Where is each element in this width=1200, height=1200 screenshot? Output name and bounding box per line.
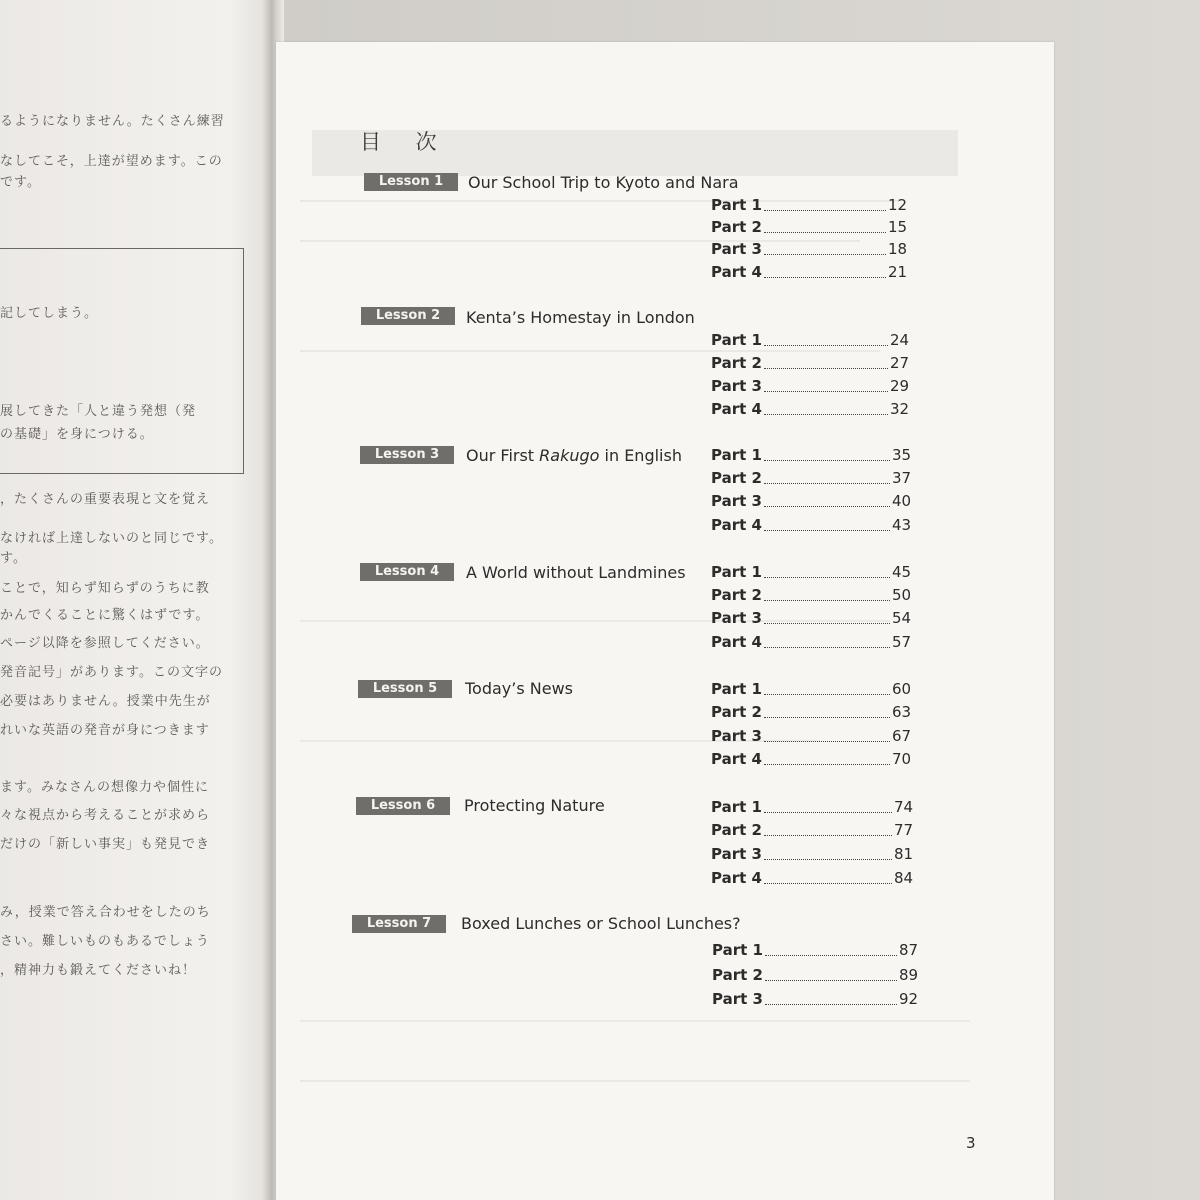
left-text-line: なしてこそ，上達が望めます。この: [0, 154, 223, 169]
left-text-line: 発音記号」があります。この文字の: [0, 665, 223, 680]
part-label: Part 2: [711, 703, 762, 721]
part-page: 29: [889, 377, 910, 395]
left-text-line: 必要はありません。授業中先生が: [0, 694, 211, 709]
toc-part-entry[interactable]: [711, 703, 911, 721]
part-page: 70: [891, 750, 912, 768]
toc-title: 目 次: [360, 130, 451, 154]
lesson-badge: Lesson 2: [361, 307, 455, 325]
part-label: Part 4: [711, 263, 762, 281]
left-text-line: だけの「新しい事実」も発見でき: [0, 837, 211, 852]
toc-part-entry[interactable]: [711, 869, 913, 887]
toc-part-entry[interactable]: [711, 240, 907, 258]
lesson-badge: Lesson 3: [360, 446, 454, 464]
part-label: Part 4: [711, 516, 762, 534]
left-text-line: れいな英語の発音が身につきます: [0, 723, 210, 738]
part-page: 54: [891, 609, 912, 627]
part-label: Part 3: [711, 492, 762, 510]
part-label: Part 4: [711, 869, 762, 887]
part-page: 50: [891, 586, 912, 604]
toc-part-entry[interactable]: [711, 633, 911, 651]
show-through-shade: [300, 350, 880, 352]
part-label: Part 2: [711, 218, 762, 236]
lesson-title-part: Our First: [466, 446, 540, 465]
lesson-badge: Lesson 7: [352, 915, 446, 933]
lesson-badge: Lesson 6: [356, 797, 450, 815]
left-text-line: 展してきた「人と違う発想（発: [0, 404, 197, 419]
part-page: 21: [887, 263, 908, 281]
lesson-title: A World without Landmines: [466, 563, 686, 582]
part-page: 67: [891, 727, 912, 745]
toc-part-entry[interactable]: [711, 727, 911, 745]
show-through-shade: [300, 1020, 970, 1022]
part-label: Part 3: [711, 727, 762, 745]
page-number: 3: [966, 1134, 976, 1152]
part-page: 81: [893, 845, 914, 863]
part-page: 18: [887, 240, 908, 258]
toc-part-entry[interactable]: [711, 609, 911, 627]
toc-part-entry[interactable]: [712, 990, 918, 1008]
part-page: 60: [891, 680, 912, 698]
toc-part-entry[interactable]: [711, 680, 911, 698]
part-page: 35: [891, 446, 912, 464]
left-text-line: るようになりません。たくさん練習: [0, 114, 225, 129]
part-label: Part 1: [711, 446, 762, 464]
part-page: 74: [893, 798, 914, 816]
toc-part-entry[interactable]: [711, 845, 913, 863]
left-text-line: す。: [0, 551, 27, 566]
part-page: 15: [887, 218, 908, 236]
toc-part-entry[interactable]: [711, 196, 907, 214]
left-text-line: 記してしまう。: [0, 306, 99, 321]
toc-part-entry[interactable]: [711, 331, 909, 349]
lesson-title: Our School Trip to Kyoto and Nara: [468, 173, 739, 192]
lesson-title-italic: Rakugo: [539, 446, 600, 465]
part-label: Part 1: [711, 331, 762, 349]
part-page: 89: [898, 966, 919, 984]
part-page: 37: [891, 469, 912, 487]
lesson-badge: Lesson 5: [358, 680, 452, 698]
part-page: 12: [887, 196, 908, 214]
part-label: Part 2: [712, 966, 763, 984]
part-page: 43: [891, 516, 912, 534]
toc-part-entry[interactable]: [712, 966, 918, 984]
part-page: 24: [889, 331, 910, 349]
toc-part-entry[interactable]: [711, 400, 909, 418]
left-text-line: ます。みなさんの想像力や個性に: [0, 780, 209, 795]
left-text-line: の基礎」を身につける。: [0, 427, 154, 442]
part-label: Part 2: [711, 469, 762, 487]
part-label: Part 1: [711, 798, 762, 816]
part-page: 32: [889, 400, 910, 418]
left-text-line: ，精神力も鍛えてくださいね！: [0, 963, 197, 978]
part-page: 45: [891, 563, 912, 581]
toc-part-entry[interactable]: [711, 354, 909, 372]
part-page: 87: [898, 941, 919, 959]
toc-part-entry[interactable]: [711, 263, 907, 281]
left-text-line: さい。難しいものもあるでしょう: [0, 934, 210, 949]
part-label: Part 4: [711, 633, 762, 651]
part-label: Part 1: [711, 563, 762, 581]
lesson-badge: Lesson 4: [360, 563, 454, 581]
toc-part-entry[interactable]: [711, 377, 909, 395]
part-label: Part 3: [712, 990, 763, 1008]
part-label: Part 2: [711, 354, 762, 372]
toc-part-entry[interactable]: [711, 218, 907, 236]
part-label: Part 2: [711, 586, 762, 604]
toc-part-entry[interactable]: [711, 586, 911, 604]
toc-part-entry[interactable]: [711, 821, 913, 839]
left-text-line: ページ以降を参照してください。: [0, 636, 210, 651]
part-page: 27: [889, 354, 910, 372]
lesson-title: Boxed Lunches or School Lunches?: [461, 914, 741, 933]
part-page: 63: [891, 703, 912, 721]
toc-part-entry[interactable]: [712, 941, 918, 959]
toc-part-entry[interactable]: [711, 492, 911, 510]
part-label: Part 3: [711, 240, 762, 258]
toc-part-entry[interactable]: [711, 469, 911, 487]
part-label: Part 1: [711, 196, 762, 214]
part-label: Part 4: [711, 750, 762, 768]
left-page: [0, 0, 270, 1200]
lesson-title: [466, 446, 682, 465]
left-text-line: かんでくることに驚くはずです。: [0, 608, 210, 623]
part-label: Part 1: [711, 680, 762, 698]
toc-part-entry[interactable]: [711, 516, 911, 534]
part-page: 77: [893, 821, 914, 839]
part-label: Part 1: [712, 941, 763, 959]
part-label: Part 3: [711, 377, 762, 395]
toc-part-entry[interactable]: [711, 798, 913, 816]
part-page: 40: [891, 492, 912, 510]
part-label: Part 4: [711, 400, 762, 418]
left-text-line: ことで，知らず知らずのうちに教: [0, 581, 210, 596]
toc-part-entry[interactable]: [711, 563, 911, 581]
toc-part-entry[interactable]: [711, 446, 911, 464]
lesson-title: Kenta’s Homestay in London: [466, 308, 695, 327]
part-page: 84: [893, 869, 914, 887]
left-text-line: み，授業で答え合わせをしたのち: [0, 905, 211, 920]
part-label: Part 3: [711, 609, 762, 627]
lesson-title-part: in English: [599, 446, 682, 465]
part-label: Part 2: [711, 821, 762, 839]
part-page: 92: [898, 990, 919, 1008]
show-through-shade: [300, 1080, 970, 1082]
left-text-line: 々な視点から考えることが求めら: [0, 808, 211, 823]
left-text-line: です。: [0, 175, 41, 190]
lesson-badge: Lesson 1: [364, 173, 458, 191]
left-text-line: ，たくさんの重要表現と文を覚え: [0, 492, 211, 507]
lesson-title: Protecting Nature: [464, 796, 605, 815]
toc-part-entry[interactable]: [711, 750, 911, 768]
part-page: 57: [891, 633, 912, 651]
lesson-title: Today’s News: [465, 679, 574, 698]
left-text-line: なければ上達しないのと同じです。: [0, 531, 223, 546]
part-label: Part 3: [711, 845, 762, 863]
